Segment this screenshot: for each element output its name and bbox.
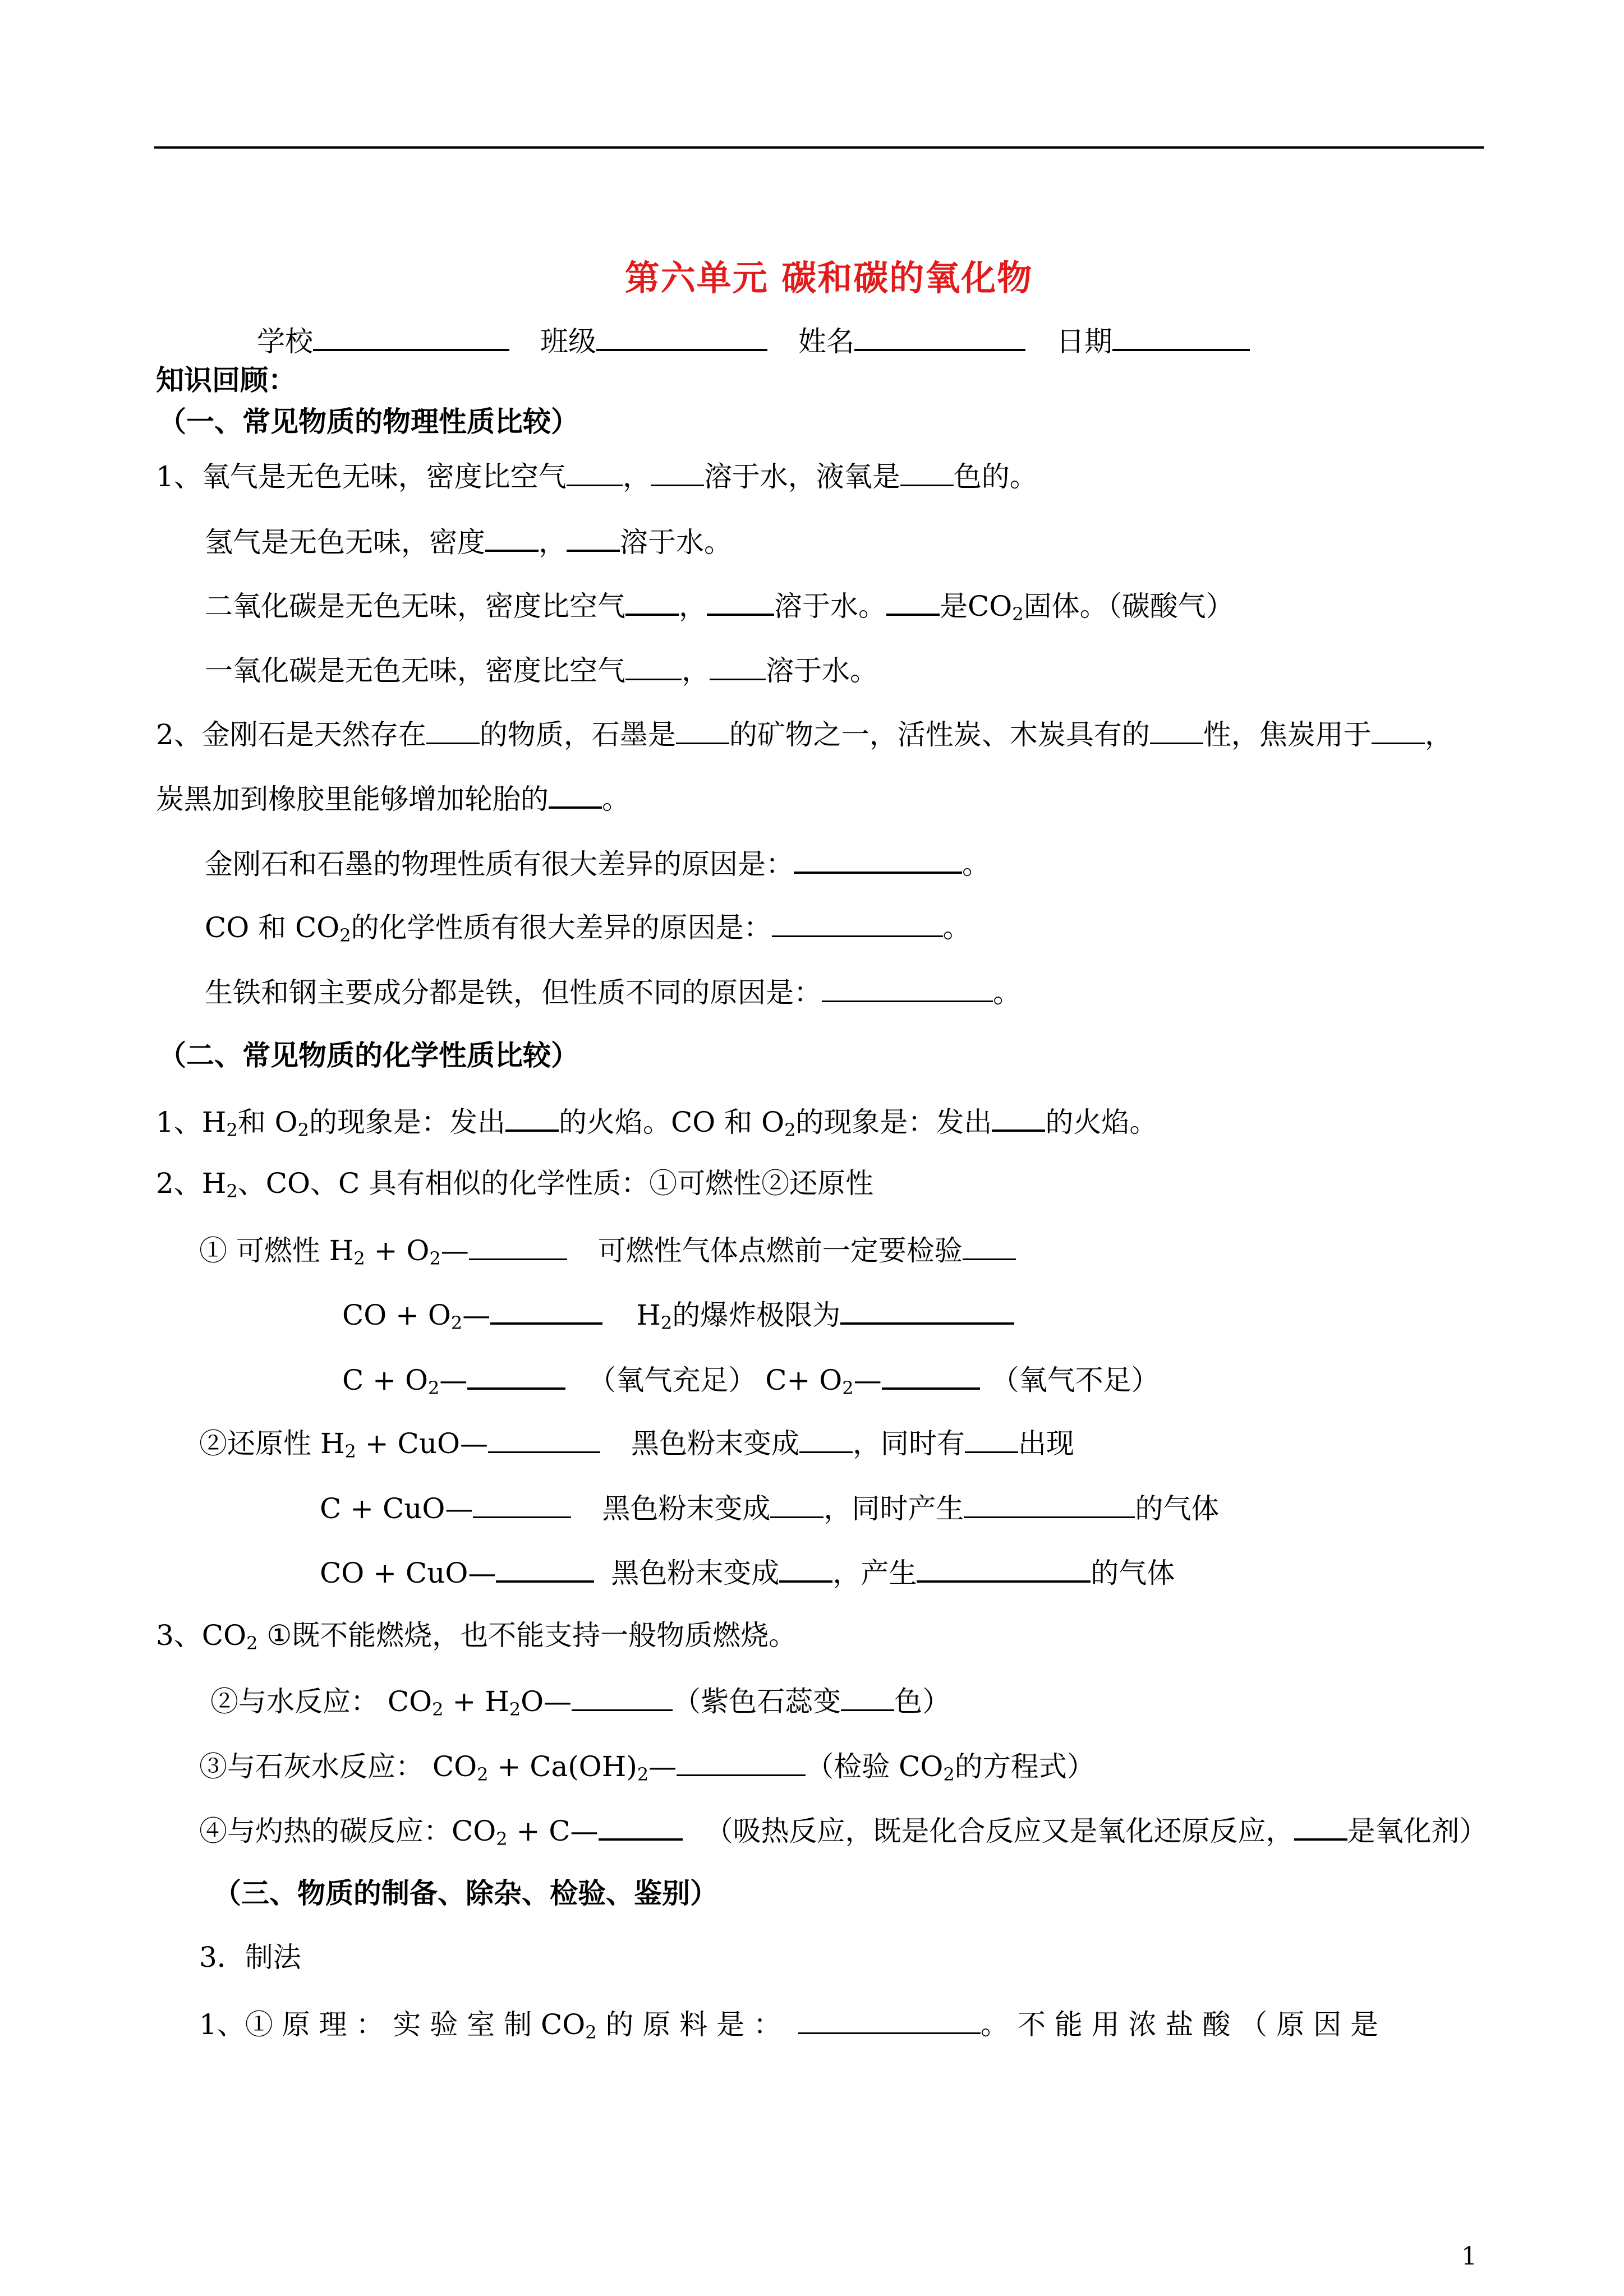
blank[interactable] xyxy=(473,1490,571,1518)
blank[interactable] xyxy=(1372,716,1425,744)
blank[interactable] xyxy=(599,1811,683,1841)
section2-line9: 3、$CO_2$ ①既不能燃烧，也不能支持一般物质燃烧。 xyxy=(156,1619,797,1654)
blank[interactable] xyxy=(822,974,993,1002)
blank[interactable] xyxy=(886,587,940,616)
blank[interactable] xyxy=(882,1361,980,1390)
blank[interactable] xyxy=(707,587,774,616)
blank[interactable] xyxy=(992,1103,1045,1132)
blank[interactable] xyxy=(567,523,620,552)
class-field[interactable] xyxy=(596,322,767,351)
blank[interactable] xyxy=(799,1424,853,1453)
blank[interactable] xyxy=(426,716,480,744)
blank[interactable] xyxy=(677,1748,806,1776)
class-label: 班级 xyxy=(540,325,596,358)
blank[interactable] xyxy=(964,1490,1135,1518)
section2-line2: 2、$H_2$、CO、C 具有相似的化学性质：①可燃性②还原性 xyxy=(156,1167,874,1202)
page-title: 第六单元 碳和碳的氧化物 xyxy=(624,257,1033,298)
blank[interactable] xyxy=(710,652,766,680)
blank[interactable] xyxy=(651,458,704,486)
blank[interactable] xyxy=(572,1682,673,1711)
review-heading: 知识回顾： xyxy=(156,363,296,397)
section2-line6: ②还原性 $H_2$ + CuO— 黑色粉末变成 ，同时有 出现 xyxy=(199,1424,1074,1460)
section2-line10: ②与水反应： $CO_2$ + $H_2O—$ （紫色石蕊变 色） xyxy=(210,1682,950,1718)
blank[interactable] xyxy=(549,780,602,809)
blank[interactable] xyxy=(485,523,539,552)
section2-line4: CO + $O_2—$ $H_2$的爆炸极限为 xyxy=(342,1295,1014,1332)
blank[interactable] xyxy=(625,652,682,680)
blank[interactable] xyxy=(900,458,954,486)
section1-heading: （一、常见物质的物理性质比较） xyxy=(158,405,579,438)
blank[interactable] xyxy=(467,1361,565,1390)
section2-line5: $C + O_2—$ （氧气充足） $C+ O_2—$ （氧气不足） xyxy=(342,1361,1160,1397)
section2-line11: ③与石灰水反应： $CO_2$ + $Ca(OH)_2—$ （检验 $CO_2$的方程式） xyxy=(199,1748,1095,1783)
blank[interactable] xyxy=(490,1295,602,1325)
section1-line1: 1、氧气是无色无味，密度比空气 ， 溶于水，液氧是 色的。 xyxy=(156,458,1038,494)
section1-line2: 氢气是无色无味，密度 ， 溶于水。 xyxy=(205,523,732,559)
blank[interactable] xyxy=(676,716,729,744)
section1-line7: 金刚石和石墨的物理性质有很大差异的原因是： 。 xyxy=(205,845,990,881)
blank[interactable] xyxy=(1150,716,1203,744)
section2-line12: ④与灼热的碳反应：$CO_2$ + C— （吸热反应，既是化合反应又是氧化还原反应， 是氧化剂） xyxy=(199,1811,1488,1848)
section3-line1: 3．制法 xyxy=(199,1941,301,1974)
blank[interactable] xyxy=(488,1424,600,1453)
blank[interactable] xyxy=(1294,1811,1347,1841)
name-label: 姓名 xyxy=(798,325,854,358)
blank[interactable] xyxy=(917,1553,1091,1583)
section1-line4: 一氧化碳是无色无味，密度比空气 ， 溶于水。 xyxy=(205,652,878,688)
section1-line9: 生铁和钢主要成分都是铁，但性质不同的原因是： 。 xyxy=(205,974,1021,1009)
blank[interactable] xyxy=(772,909,943,937)
blank[interactable] xyxy=(625,587,679,616)
blank[interactable] xyxy=(841,1682,894,1711)
blank[interactable] xyxy=(505,1103,559,1132)
header-fields xyxy=(257,322,1250,358)
section1-line3: 二氧化碳是无色无味，密度比空气 ， 溶于水。 是$CO_2$固体。（碳酸气） xyxy=(205,587,1234,623)
date-field[interactable] xyxy=(1112,322,1250,351)
blank[interactable] xyxy=(965,1424,1018,1453)
blank[interactable] xyxy=(770,1490,823,1518)
section2-line1: 1、$H_2$和 $O_2$的现象是：发出 的火焰。CO 和 $O_2$的现象是：发出 的火焰。 xyxy=(156,1103,1157,1139)
school-label: 学校 xyxy=(257,325,313,358)
blank[interactable] xyxy=(798,2005,981,2034)
blank[interactable] xyxy=(779,1553,832,1583)
blank[interactable] xyxy=(469,1232,567,1260)
blank[interactable] xyxy=(963,1232,1016,1260)
header-rule xyxy=(154,146,1484,149)
section3-line2: 1、① 原 理 ： 实 验 室 制 $CO_2$ 的 原 料 是 ： 。 不 能 用 浓 盐 酸 （ 原 因 是 xyxy=(199,2005,1378,2041)
section2-heading: （二、常见物质的化学性质比较） xyxy=(158,1039,579,1072)
section3-heading: （三、物质的制备、除杂、检验、鉴别） xyxy=(213,1877,718,1910)
blank[interactable] xyxy=(840,1295,1014,1325)
blank[interactable] xyxy=(567,458,623,486)
section2-line7: C + CuO— 黑色粉末变成 ，同时产生 的气体 xyxy=(320,1490,1219,1525)
section2-line8: CO + CuO— 黑色粉末变成 ，产生 的气体 xyxy=(320,1553,1175,1590)
section1-line6: 炭黑加到橡胶里能够增加轮胎的 。 xyxy=(156,780,630,816)
page-number: 1 xyxy=(1461,2242,1477,2271)
name-field[interactable] xyxy=(854,322,1025,351)
section2-line3: ① 可燃性 $H_2$ + $O_2—$ 可燃性气体点燃前一定要检验 xyxy=(199,1232,1016,1267)
blank[interactable] xyxy=(794,845,962,874)
date-label: 日期 xyxy=(1056,325,1112,358)
section1-line5: 2、金刚石是天然存在 的物质，石墨是 的矿物之一，活性炭、木炭具有的 性，焦炭用于 ， xyxy=(156,716,1453,751)
blank[interactable] xyxy=(496,1553,594,1583)
section1-line8: CO 和 $CO_2$的化学性质有很大差异的原因是： 。 xyxy=(205,909,971,944)
school-field[interactable] xyxy=(313,322,509,351)
